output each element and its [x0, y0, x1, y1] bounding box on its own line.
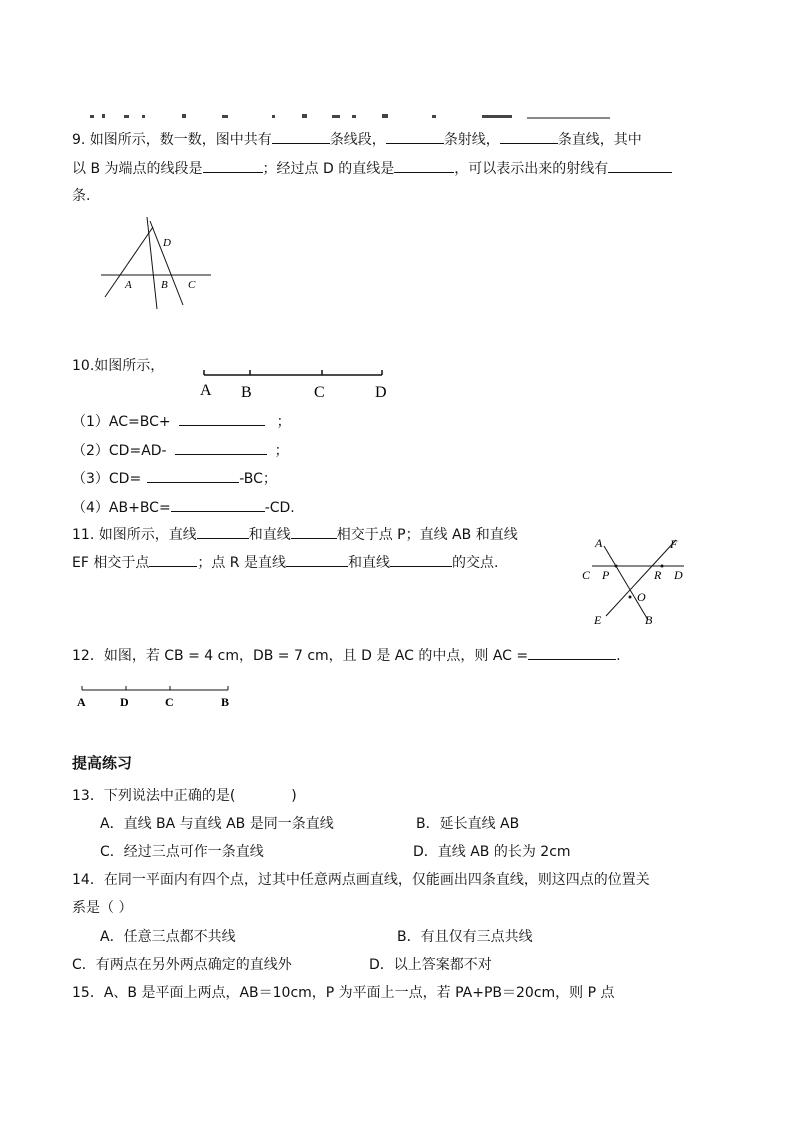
- label-f: F: [670, 537, 678, 551]
- label-b: B: [221, 695, 230, 709]
- answer-blank[interactable]: [528, 645, 616, 660]
- q13-option-b[interactable]: B．延长直线 AB: [416, 816, 520, 832]
- label-d: D: [163, 237, 171, 249]
- answer-blank[interactable]: [203, 158, 263, 173]
- q11-line2: EF 相交于点 ；点 R 是直线 和直线 的交点.: [72, 552, 498, 573]
- q14-option-c[interactable]: C．有两点在另外两点确定的直线外: [72, 957, 292, 973]
- label-o: O: [637, 590, 646, 604]
- label-a: A: [125, 279, 132, 291]
- label-a: A: [200, 382, 212, 399]
- answer-blank[interactable]: [272, 129, 330, 144]
- label-b: B: [645, 613, 653, 627]
- q10-item-4: （4）AB+BC= -CD.: [72, 497, 295, 518]
- q10-title: 10.如图所示，: [72, 358, 165, 374]
- answer-blank[interactable]: [286, 552, 348, 567]
- label-a: A: [595, 536, 603, 550]
- point-p: [615, 565, 618, 568]
- q10-item-1: （1）AC=BC+ ；: [72, 411, 291, 432]
- cut-off-previous-line: [72, 106, 612, 120]
- label-r: R: [654, 568, 662, 582]
- label-c: C: [582, 568, 591, 582]
- label-d: D: [375, 384, 387, 401]
- answer-blank[interactable]: [386, 129, 444, 144]
- answer-blank[interactable]: [291, 524, 337, 539]
- q14-option-a[interactable]: A．任意三点都不共线: [100, 929, 236, 945]
- line-ab: [604, 546, 648, 620]
- q14-line1: 14．在同一平面内有四个点，过其中任意两点画直线，仅能画出四条直线，则这四点的位置关: [72, 872, 650, 888]
- q15-line: 15．A、B 是平面上两点，AB＝10cm，P 为平面上一点，若 PA+PB＝20cm，则 P 点: [72, 985, 615, 1001]
- q13-option-a[interactable]: A．直线 BA 与直线 AB 是同一条直线: [100, 816, 334, 832]
- answer-blank[interactable]: [175, 440, 267, 455]
- answer-blank[interactable]: [500, 129, 558, 144]
- answer-blank[interactable]: [390, 552, 452, 567]
- q14-line2: 系是（ ）: [72, 900, 133, 916]
- q12-figure: [72, 682, 242, 712]
- label-d: D: [674, 568, 683, 582]
- label-c: C: [314, 384, 325, 401]
- q9-line3: 条.: [72, 188, 91, 204]
- answer-blank[interactable]: [171, 497, 265, 512]
- q9-figure: [95, 215, 220, 315]
- q10-item-3: （3）CD= -BC；: [72, 468, 277, 489]
- q12-line: 12．如图，若 CB = 4 cm，DB = 7 cm，且 D 是 AC 的中点，则 AC = .: [72, 645, 621, 666]
- q13-option-d[interactable]: D．直线 AB 的长为 2cm: [413, 844, 571, 860]
- answer-blank[interactable]: [394, 158, 454, 173]
- label-a: A: [77, 695, 86, 709]
- q10-item-2: （2）CD=AD- ；: [72, 440, 289, 461]
- q9-line1: 9. 如图所示，数一数，图中共有 条线段， 条射线， 条直线，其中: [72, 129, 642, 150]
- q14-option-b[interactable]: B．有且仅有三点共线: [397, 929, 533, 945]
- q11-figure: [578, 532, 690, 628]
- q14-option-d[interactable]: D．以上答案都不对: [369, 957, 492, 973]
- line-ef: [606, 540, 676, 616]
- label-b: B: [161, 279, 168, 291]
- label-c: C: [165, 695, 174, 709]
- answer-blank[interactable]: [608, 158, 672, 173]
- label-d: D: [120, 695, 129, 709]
- answer-blank[interactable]: [149, 552, 197, 567]
- answer-blank[interactable]: [147, 468, 239, 483]
- answer-blank[interactable]: [197, 524, 249, 539]
- line-through-d-b: [147, 217, 157, 309]
- q13-stem: 13．下列说法中正确的是( ): [72, 788, 297, 804]
- q10-figure: [196, 362, 396, 402]
- q9-line2: 以 B 为端点的线段是 ；经过点 D 的直线是 ，可以表示出来的射线有: [72, 158, 672, 179]
- q11-line1: 11. 如图所示，直线 和直线 相交于点 P；直线 AB 和直线: [72, 524, 518, 545]
- section-title: 提高练习: [72, 754, 133, 772]
- label-p: P: [602, 568, 610, 582]
- q13-option-c[interactable]: C．经过三点可作一条直线: [100, 844, 264, 860]
- label-b: B: [241, 384, 252, 401]
- answer-blank[interactable]: [179, 411, 265, 426]
- label-e: E: [594, 613, 602, 627]
- label-c: C: [188, 279, 196, 291]
- point-o: [629, 596, 632, 599]
